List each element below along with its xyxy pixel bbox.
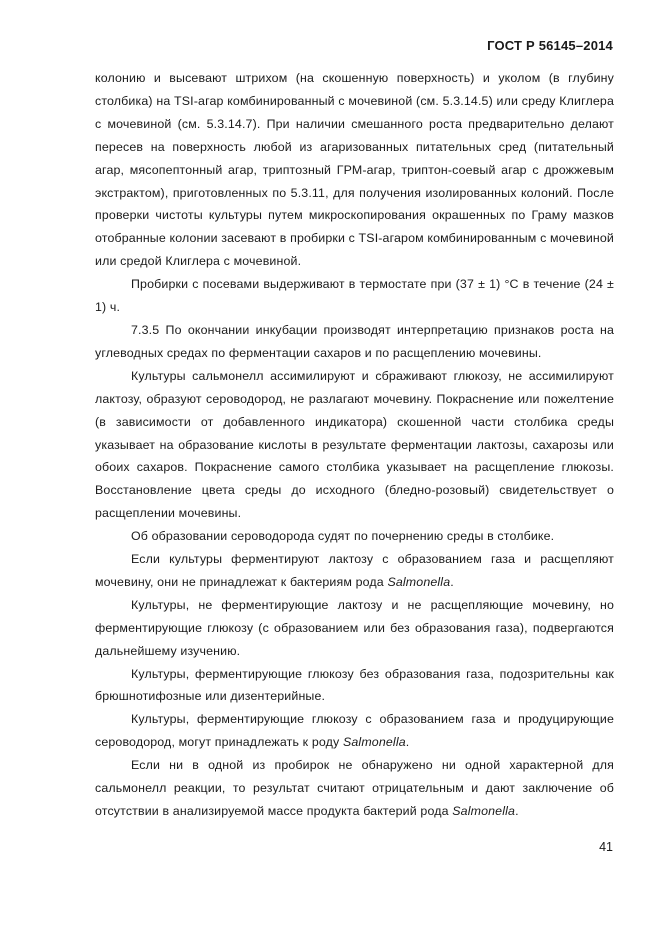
body-paragraph bbox=[95, 525, 614, 548]
paragraph-text: Культуры сальмонелл ассимилируют и сбраживают глюкозу, не ассимилируют лактозу, образуют сероводород, не разлагают мочевину. Покраснение или пожелтение (в зависимости от добавленного индикатора) скошенной части столбика среды указывает на образование кислоты в результате ферментации лактозы, сахарозы или обоих сахаров. Покраснение самого столбика указывает на расщепление глюкозы. Восстановление цвета среды до исходного (бледно-розовый) свидетельствует о расщеплении мочевины. bbox=[95, 368, 614, 521]
italic-genus-name: Salmonella bbox=[387, 574, 451, 589]
document-standard-header: ГОСТ Р 56145–2014 bbox=[487, 38, 613, 53]
paragraph-text: Если ни в одной из пробирок не обнаружено ни одной характерной для сальмонелл реакции, то результат считают отрицательным и дают заключение об отсутствии в анализируемой массе продукта бактерий рода bbox=[95, 758, 614, 818]
paragraph-text: Если культуры ферментируют лактозу с образованием газа и расщепляют мочевину, они не принадлежат к бактериям рода bbox=[95, 552, 614, 589]
body-paragraph bbox=[95, 548, 614, 594]
paragraph-text: Культуры, ферментирующие глюкозу без образования газа, подозрительны как брюшнотифозные или дизентерийные. bbox=[95, 666, 614, 704]
italic-genus-name: Salmonella bbox=[452, 804, 516, 818]
document-body bbox=[95, 67, 614, 823]
body-paragraph bbox=[95, 594, 614, 663]
paragraph-text: Культуры, ферментирующие глюкозу с образованием газа и продуцирующие сероводород, могут принадлежать к роду bbox=[95, 712, 614, 750]
paragraph-text: . bbox=[450, 574, 454, 589]
paragraph-text: колонию и высевают штрихом (на скошенную поверхность) и уколом (в глубину столбика) на TSI-агар комбинированный с мочевиной (см. 5.3.14.5) или среду Клиглера с мочевиной (см. 5.3.14.7). При наличии смешанного роста предварительно делают пересев на поверхность любой из агаризованных питательных сред (питательный агар, мясопептонный агар, триптозный ГРМ-агар, триптон-соевый агар с дрожжевым экстрактом), приготовленных по 5.3.11, для получения изолированных колоний. После проверки чистоты культуры путем микроскопирования окрашенных по Граму мазков отобранные колонии засевают в пробирки с TSI-агаром комбинированным с мочевиной или средой Клиглера с мочевиной. bbox=[95, 71, 614, 269]
page-number: 41 bbox=[599, 840, 613, 854]
body-paragraph bbox=[95, 365, 614, 525]
paragraph-text: 7.3.5 По окончании инкубации производят интерпретацию признаков роста на углеводных средах по ферментации сахаров и по расщеплению мочевины. bbox=[95, 322, 614, 360]
paragraph-text: . bbox=[515, 804, 519, 818]
paragraph-text: Об образовании сероводорода судят по почернению среды в столбике. bbox=[131, 529, 555, 544]
paragraph-text: . bbox=[405, 735, 410, 750]
body-paragraph bbox=[95, 319, 614, 365]
body-paragraph bbox=[95, 273, 614, 319]
body-paragraph bbox=[95, 67, 614, 273]
italic-genus-name: Salmonella bbox=[342, 735, 406, 750]
paragraph-text: Пробирки с посевами выдерживают в термостате при (37 ± 1) °С в течение (24 ± 1) ч. bbox=[95, 277, 614, 315]
body-paragraph bbox=[95, 754, 614, 823]
paragraph-text: Культуры, не ферментирующие лактозу и не расщепляющие мочевину, но ферментирующие глюкозу (с образованием или без образования газа), подвергаются дальнейшему изучению. bbox=[95, 597, 614, 658]
body-paragraph bbox=[95, 663, 614, 709]
body-paragraph bbox=[95, 708, 614, 754]
